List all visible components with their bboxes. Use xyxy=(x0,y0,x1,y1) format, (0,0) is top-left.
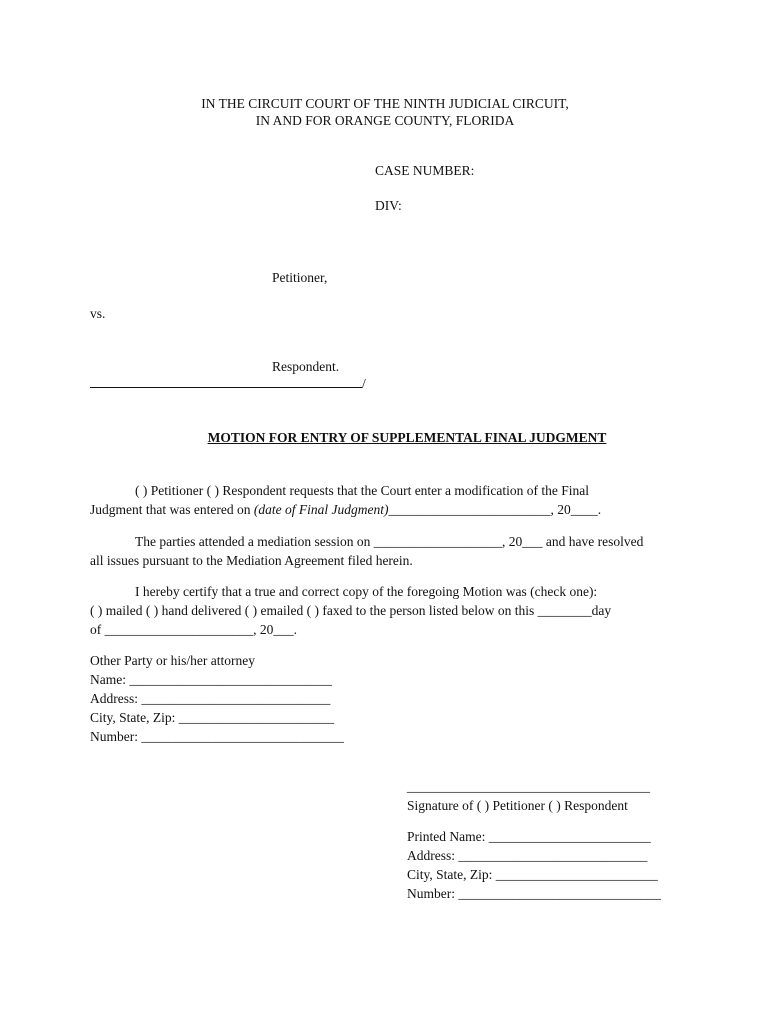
div-label: DIV: xyxy=(375,198,402,213)
other-party-address: Address: ____________________________ xyxy=(90,691,331,706)
caption-slash: / xyxy=(362,376,366,391)
certificate-line-1: I hereby certify that a true and correct copy of the foregoing Motion was (check one): xyxy=(135,584,598,599)
date-of-final-judgment-label: (date of Final Judgment) xyxy=(253,502,389,517)
other-party-name: Name: ______________________________ xyxy=(90,672,332,687)
certificate-line-2: ( ) mailed ( ) hand delivered ( ) emailed ( ) faxed to the person listed below on this ________day xyxy=(90,603,612,618)
court-heading-line-2: IN AND FOR ORANGE COUNTY, FLORIDA xyxy=(255,113,515,128)
respondent-label: Respondent. xyxy=(272,359,340,374)
paragraph-2-line-1: The parties attended a mediation session on ___________________, 20___ and have resolved xyxy=(135,534,644,549)
paragraph-1-line-2 xyxy=(90,500,690,519)
signer-printed-name: Printed Name: ________________________ xyxy=(407,829,651,844)
other-party-number: Number: ______________________________ xyxy=(90,729,344,744)
signer-number: Number: ______________________________ xyxy=(407,886,661,901)
signer-city-state-zip: City, State, Zip: ________________________ xyxy=(407,867,658,882)
other-party-heading: Other Party or his/her attorney xyxy=(90,653,255,668)
motion-title: MOTION FOR ENTRY OF SUPPLEMENTAL FINAL JUDGMENT xyxy=(207,430,607,445)
petitioner-label: Petitioner, xyxy=(272,270,328,285)
case-number-label: CASE NUMBER: xyxy=(375,163,475,178)
other-party-city-state-zip: City, State, Zip: _______________________ xyxy=(90,710,334,725)
signer-address: Address: ____________________________ xyxy=(407,848,648,863)
signature-line: ____________________________________ xyxy=(407,779,650,794)
vs-label: vs. xyxy=(90,306,106,321)
caption-rule xyxy=(90,387,362,388)
certificate-line-3: of ______________________, 20___. xyxy=(90,622,297,637)
paragraph-2-line-2: all issues pursuant to the Mediation Agreement filed herein. xyxy=(90,553,413,568)
paragraph-1-blank: ________________________, 20____. xyxy=(388,502,602,517)
paragraph-1-text: Judgment that was entered on xyxy=(90,502,254,517)
signature-label: Signature of ( ) Petitioner ( ) Respondent xyxy=(407,798,628,813)
paragraph-1-line-1: ( ) Petitioner ( ) Respondent requests that the Court enter a modification of the Final xyxy=(135,483,590,498)
court-heading-line-1: IN THE CIRCUIT COURT OF THE NINTH JUDICIAL CIRCUIT, xyxy=(201,96,569,111)
